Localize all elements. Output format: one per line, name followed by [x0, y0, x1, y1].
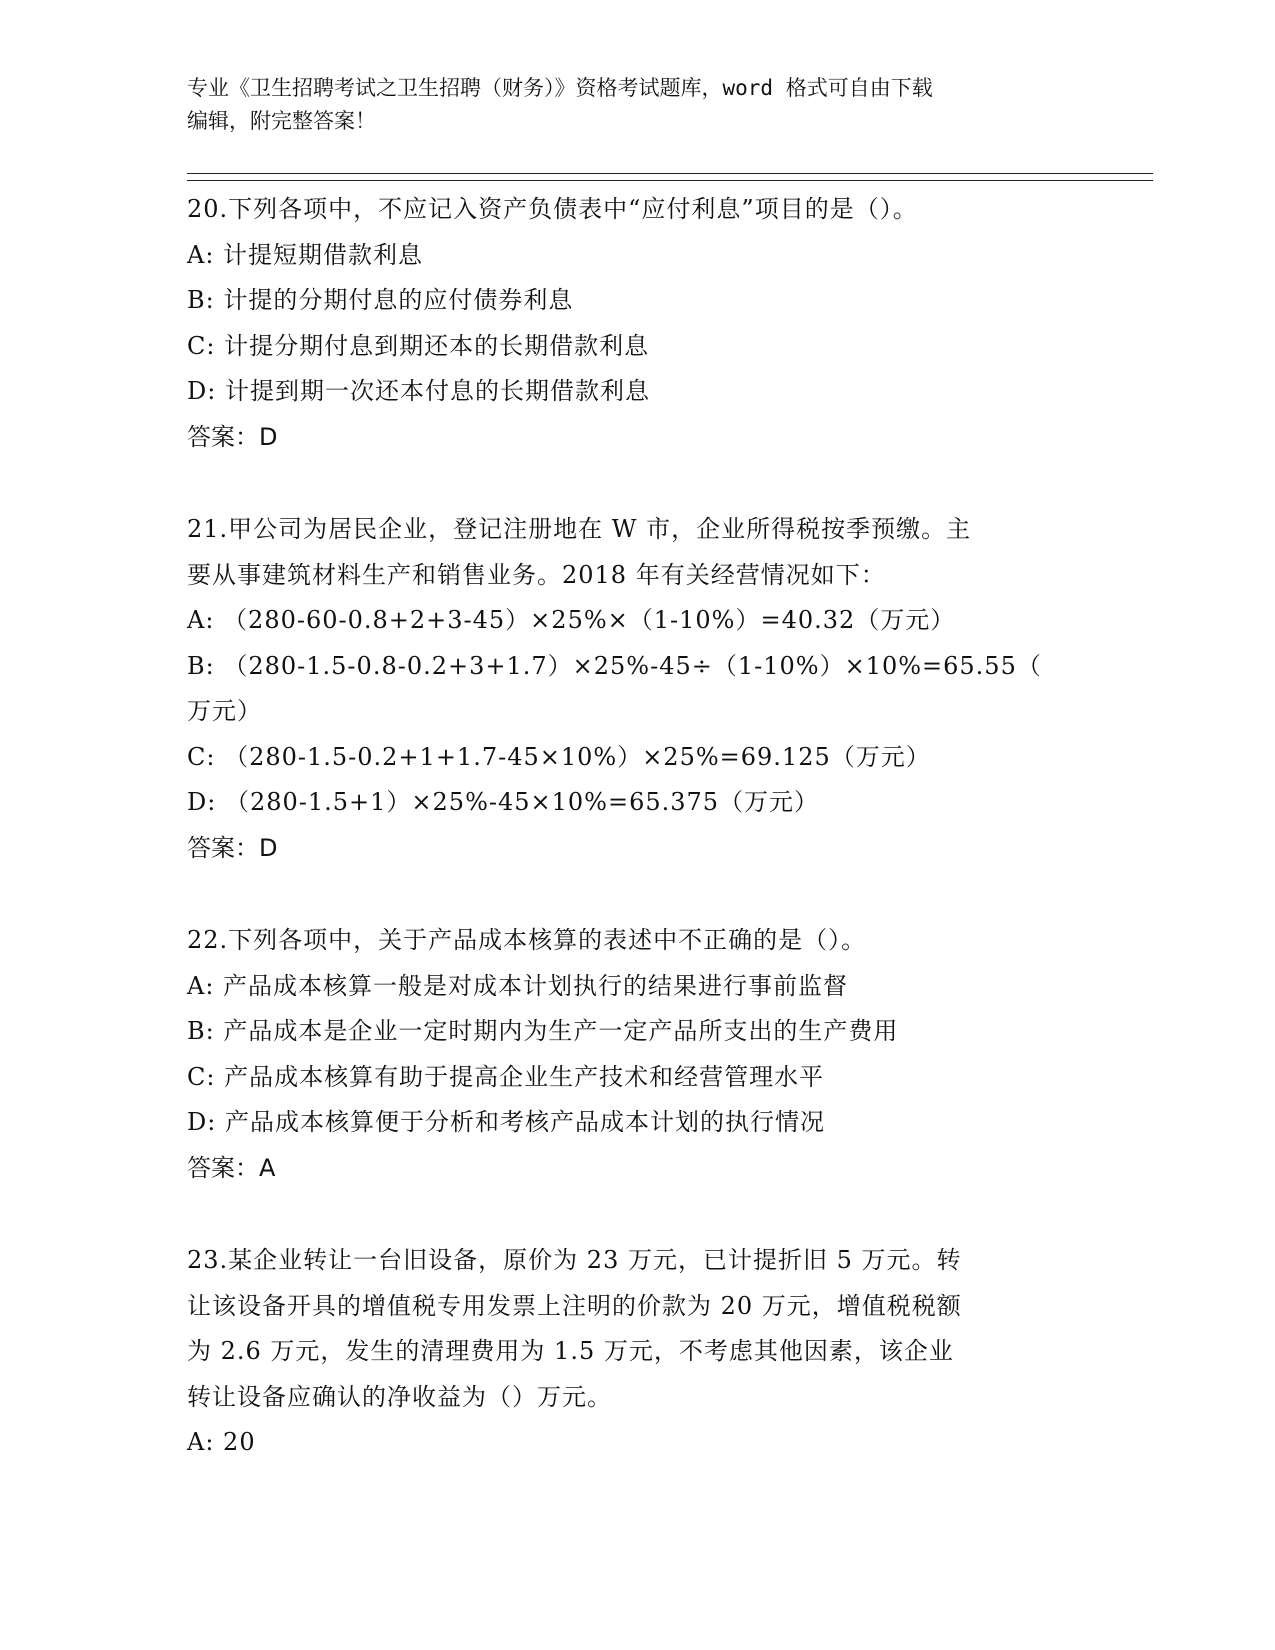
option-a: A: 产品成本核算一般是对成本计划执行的结果进行事前监督 — [187, 971, 849, 1000]
header-line-2: 编辑，附完整答案！ — [187, 109, 376, 133]
answer: 答案：A — [187, 1153, 276, 1182]
question-stem: 20.下列各项中，不应记入资产负债表中“应付利息”项目的是（）。 — [187, 195, 918, 223]
question-stem: 21.甲公司为居民企业，登记注册地在 W 市，企业所得税按季预缴。主 — [187, 515, 972, 543]
option-d: D: 计提到期一次还本付息的长期借款利息 — [187, 377, 650, 405]
question-stem: 要从事建筑材料生产和销售业务。2018 年有关经营情况如下： — [187, 560, 886, 589]
question-stem: 转让设备应确认的净收益为（）万元。 — [187, 1382, 612, 1411]
option-a: A: 计提短期借款利息 — [187, 240, 424, 269]
option-d: D: （280-1.5+1）×25%-45×10%=65.375（万元） — [187, 788, 820, 816]
option-c: C: 产品成本核算有助于提高企业生产技术和经营管理水平 — [187, 1062, 825, 1091]
option-a: A: 20 — [187, 1428, 256, 1456]
option-b: B: 计提的分期付息的应付债券利息 — [187, 286, 574, 314]
option-b: B: 产品成本是企业一定时期内为生产一定产品所支出的生产费用 — [187, 1017, 899, 1045]
option-c: C: 计提分期付息到期还本的长期借款利息 — [187, 331, 650, 360]
question-20 — [187, 187, 1067, 460]
header-rule-top — [187, 173, 1153, 174]
answer: 答案：D — [187, 833, 278, 862]
question-23 — [187, 1238, 1067, 1466]
header-rule-bottom — [187, 180, 1153, 181]
header-line-1: 专业《卫生招聘考试之卫生招聘（财务）》资格考试题库，word 格式可自由下载 — [187, 76, 933, 100]
question-list — [187, 187, 1067, 1513]
answer: 答案：D — [187, 422, 278, 451]
document-header — [187, 72, 1087, 138]
question-22 — [187, 918, 1067, 1191]
question-21 — [187, 507, 1067, 871]
option-b: B: （280-1.5-0.8-0.2+3+1.7）×25%-45÷（1-10%）×10%=65.55（ — [187, 651, 1042, 680]
option-c: C: （280-1.5-0.2+1+1.7-45×10%）×25%=69.125（万元） — [187, 742, 931, 771]
option-b-continued: 万元） — [187, 697, 262, 725]
question-stem: 23.某企业转让一台旧设备，原价为 23 万元，已计提折旧 5 万元。转 — [187, 1246, 962, 1274]
question-stem: 为 2.6 万元，发生的清理费用为 1.5 万元，不考虑其他因素，该企业 — [187, 1337, 954, 1365]
option-a: A: （280-60-0.8+2+3-45）×25%×（1-10%）=40.32（万元） — [187, 606, 956, 634]
question-stem: 让该设备开具的增值税专用发票上注明的价款为 20 万元，增值税税额 — [187, 1291, 962, 1320]
option-d: D: 产品成本核算便于分析和考核产品成本计划的执行情况 — [187, 1108, 825, 1136]
question-stem: 22.下列各项中，关于产品成本核算的表述中不正确的是（）。 — [187, 926, 867, 954]
